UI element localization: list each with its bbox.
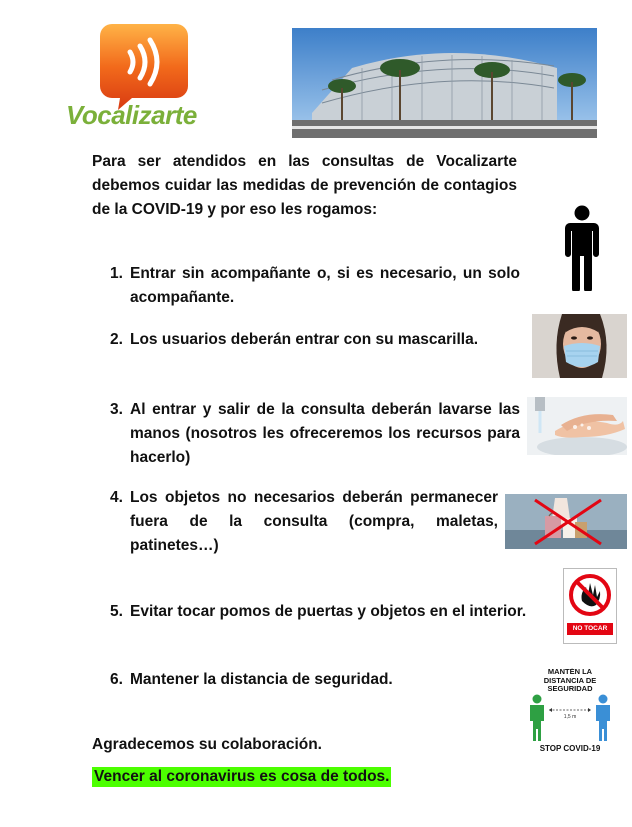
no-touch-icon bbox=[568, 573, 612, 617]
building-photo bbox=[292, 28, 597, 138]
rule-text: Los usuarios deberán entrar con su mascarilla. bbox=[130, 331, 479, 348]
rule-text: Evitar tocar pomos de puertas y objetos en el interior. bbox=[130, 603, 527, 620]
rule-number: 2. bbox=[110, 331, 123, 348]
person-icon bbox=[562, 205, 602, 291]
distance-value: 1,5 m bbox=[563, 714, 577, 720]
rule-number: 3. bbox=[110, 401, 123, 418]
rule-number: 6. bbox=[110, 671, 123, 688]
logo-wordmark: Vocalizarte bbox=[66, 100, 197, 130]
rule-number: 5. bbox=[110, 603, 123, 620]
rule-item bbox=[110, 668, 520, 692]
slogan-highlight: Vencer al coronavirus es cosa de todos. bbox=[94, 768, 390, 785]
rule-item bbox=[110, 328, 520, 352]
no-touch-sign bbox=[563, 568, 617, 644]
stop-covid-label: STOP COVID-19 bbox=[539, 744, 601, 753]
intro-paragraph: Para ser atendidos en las consultas de Vocalizarte debemos cuidar las medidas de prevención de contagios de la COVID-19 y por eso les rogamos: bbox=[92, 153, 517, 218]
distance-sign-title: MANTÉN LA DISTANCIA DE SEGURIDAD bbox=[543, 668, 597, 693]
rule-item bbox=[110, 600, 540, 624]
thanks-text: Agradecemos su colaboración. bbox=[92, 736, 322, 753]
rule-number: 4. bbox=[110, 489, 123, 506]
rule-text: Mantener la distancia de seguridad. bbox=[130, 671, 393, 688]
mask-photo bbox=[532, 314, 627, 378]
rule-text: Los objetos no necesarios deberán permanecer fuera de la consulta (compra, maletas, patinetes…) bbox=[130, 489, 498, 554]
rule-item bbox=[110, 398, 520, 470]
distance-sign bbox=[525, 668, 615, 758]
handwash-photo bbox=[527, 397, 627, 455]
rule-item bbox=[110, 486, 498, 558]
rule-text: Al entrar y salir de la consulta deberán lavarse las manos (nosotros les ofreceremos los recursos para hacerlo) bbox=[130, 401, 520, 466]
rule-number: 1. bbox=[110, 265, 123, 282]
no-touch-label: NO TOCAR bbox=[567, 623, 613, 635]
rule-item bbox=[110, 262, 520, 310]
rule-text: Entrar sin acompañante o, si es necesario, un solo acompañante. bbox=[130, 265, 520, 306]
no-bags-photo bbox=[505, 494, 627, 549]
